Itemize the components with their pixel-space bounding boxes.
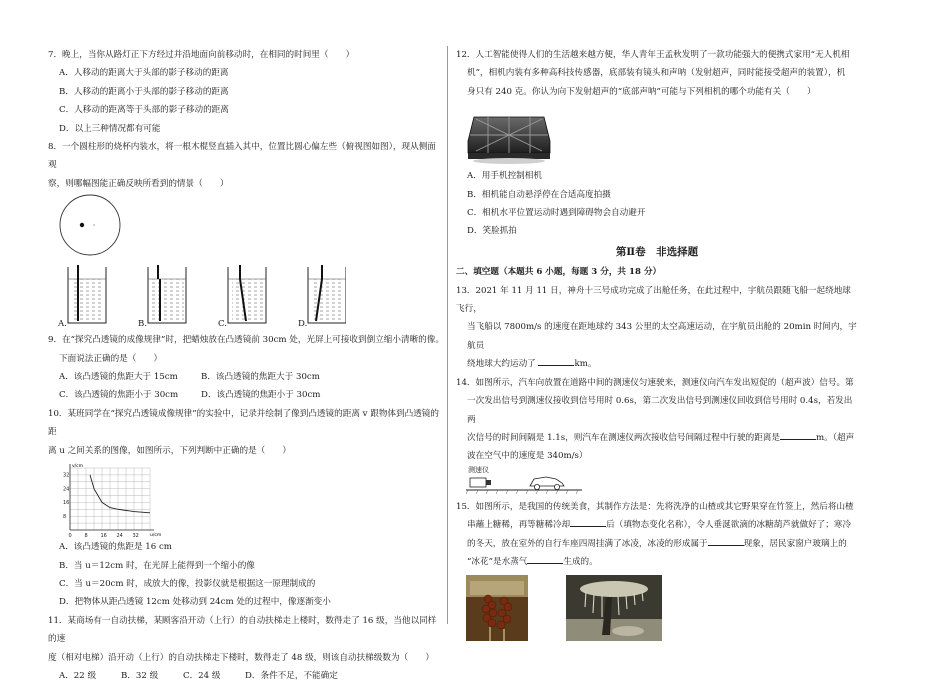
beaker-label-a: A. — [58, 319, 67, 330]
q10-stem-line2: 离 u 之间关系的图像，如图所示，下列判断中正确的是（ ） — [48, 445, 292, 456]
q12-stem-line3: 身只有 240 克。你认为向下发射超声的“底部声呐”可能与下列相机的哪个功能有关（ ） — [467, 86, 816, 97]
q7-option-d: D．以上三种情况都有可能 — [59, 123, 161, 134]
beaker-d — [308, 265, 346, 323]
q15-line1: 15．如图所示，是我国的传统美食，其制作方法是：先将洗净的山楂或其它野果穿在竹签上，然后将山楂 — [456, 501, 854, 512]
q13-answer-blank[interactable] — [538, 355, 574, 366]
q10-stem-line1: 10．某班同学在“探究凸透镜成像规律”的实验中，记录并绘制了像到凸透镜的距离 v 跟物体到凸透镜的距 — [48, 408, 439, 438]
q9-stem-line2: 下面说法正确的是（ ） — [59, 353, 163, 364]
q12-stem-line1: 12．人工智能使得人们的生活越来越方便，华人青年王孟秋发明了一款功能强大的便携式家用“无人机相 — [456, 50, 850, 60]
q15-line4-text: “冰花”是水蒸气 — [467, 556, 528, 567]
q15-line2 — [467, 516, 858, 534]
column-divider — [447, 46, 448, 624]
beaker-b — [148, 265, 186, 323]
q15-line3-tail: 现象，居民家窗户玻璃上的 — [743, 538, 847, 549]
q15-blank-2[interactable] — [708, 535, 744, 546]
q7-option-c: C．人移动的距离等于头部的影子移动的距离 — [59, 105, 229, 116]
speed-detector-figure — [456, 466, 858, 498]
q7-stem: 7．晚上，当你从路灯正下方经过并沿地面向前移动时，在相同的时间里（ ） — [48, 50, 355, 60]
q15-blank-1[interactable] — [570, 516, 606, 527]
q14-line3-text: 次信号的时间间隔是 1.1s，则汽车在测速仪两次接收信号间隔过程中行驶的距离是 — [467, 432, 780, 443]
q14-line3 — [467, 429, 858, 447]
q9-options-row1 — [59, 368, 444, 386]
q14-line2: 一次发出信号到测速仪接收到信号用时 0.6s，第二次发出信号到测速仪回收到信号用时 0.4s，若发出两 — [467, 396, 853, 425]
uv-graph-svg — [56, 460, 166, 538]
q8-stem-line2: 察，则哪幅图能正确反映所看到的情景（ ） — [48, 178, 229, 189]
part2-heading: 二、填空题（本题共 6 小题，每题 3 分，共 18 分） — [456, 267, 662, 278]
beaker-label-b: B. — [138, 319, 148, 330]
q12-option-d: D．笑脸抓拍 — [467, 226, 517, 237]
q11-options-row — [59, 667, 444, 685]
q9-option-d: D．该凸透镜的焦距小于 30cm — [201, 390, 321, 401]
q15-photos — [456, 575, 858, 647]
q9-option-b: B．该凸透镜的焦距大于 30cm — [201, 372, 320, 383]
q13-line3-text: 绕地球大约运动了 — [467, 359, 539, 370]
q10-option-d: D．把物体从距凸透镜 12cm 处移动到 24cm 处的过程中，像逐渐变小 — [59, 597, 331, 608]
q13-line1: 13．2021 年 11 月 11 日，神舟十三号成功完成了出舱任务，在此过程中，宇航员跟随飞船一起绕地球飞行， — [456, 285, 851, 315]
x-tick-label: 0 — [68, 533, 72, 539]
q11-stem-line2: 度（相对电梯）沿开动（上行）的自动扶梯走下楼时，数得走了 48 级，则该自动扶梯级数为（ ） — [48, 652, 434, 663]
y-axis-label: v/cm — [72, 464, 84, 470]
q8-stem-line1: 8．一个圆柱形的烧杯内装水，将一根木棍竖直插入其中，位置比圆心偏左些（俯视图如图），现从侧面观 — [48, 142, 436, 171]
q12-option-c: C．相机水平位置运动时遇到障碍物会自动避开 — [467, 208, 646, 219]
section-title: 第Ⅱ卷 非选择题 — [615, 245, 699, 258]
y-tick-label: 32 — [63, 472, 70, 479]
q8-top-view-figure — [48, 193, 444, 261]
uv-curve — [90, 475, 150, 513]
speed-detector-label: 测速仪 — [468, 465, 489, 474]
beaker-a — [68, 265, 106, 323]
drone-camera-image — [456, 103, 858, 167]
q11-option-a: A．22 级 — [59, 670, 97, 681]
q11-stem-line1: 11．某商场有一自动扶梯，某顾客沿开动（上行）的自动扶梯走上楼时，数得走了 16 级，当他以同样的速 — [48, 615, 437, 645]
q14-answer-blank[interactable] — [780, 429, 816, 440]
beaker-label-c: C. — [218, 319, 228, 330]
q10-option-a: A．该凸透镜的焦距是 16 cm — [59, 542, 172, 553]
q7-option-b: B．人移动的距离小于头部的影子移动的距离 — [59, 86, 229, 97]
q9-stem-line1: 9．在“探究凸透镜的成像规律”时，把蜡烛放在凸透镜前 30cm 处，光屏上可接收到倒立缩小清晰的像。 — [48, 335, 444, 346]
q13-line3-unit: km。 — [574, 359, 597, 370]
q11-option-c: C．24 级 — [183, 670, 221, 681]
q9-option-a: A．该凸透镜的焦距大于 15cm — [59, 372, 178, 383]
y-tick-label: 24 — [63, 486, 70, 493]
y-tick-label: 16 — [63, 500, 70, 507]
icicle-bicycle-photo — [566, 575, 662, 641]
q15-line3-text: 的冬天，放在室外的自行车座四周挂满了冰凌，冰凌的形成属于 — [467, 538, 708, 549]
q13-line3 — [467, 355, 858, 373]
left-column — [48, 46, 444, 685]
beaker-c — [228, 265, 266, 323]
q15-blank-3[interactable] — [527, 553, 563, 564]
q9-option-c: C．该凸透镜的焦距小于 30cm — [59, 390, 179, 401]
q15-line4-tail: 生成的。 — [563, 556, 598, 567]
q14-line3-tail: m。（超声 — [816, 432, 855, 443]
q10-option-b: B．当 u＝12cm 时，在光屏上能得到一个缩小的像 — [59, 560, 255, 571]
q14-line1: 14．如图所示，汽车向放置在道路中间的测速仪匀速驶来，测速仪向汽车发出短促的（超声波）信号。第 — [456, 377, 854, 388]
tanghulu-photo — [466, 575, 528, 641]
q12-option-a: A．用手机控制相机 — [467, 171, 542, 182]
right-column — [456, 46, 858, 647]
x-tick-label: 24 — [116, 533, 123, 539]
q7-option-a: A．人移动的距离大于头部的影子移动的距离 — [59, 68, 229, 79]
beaker-label-d: D. — [298, 319, 308, 330]
q10-graph — [48, 460, 444, 538]
q10-option-c: C．当 u＝20cm 时，成放大的像，投影仪就是根据这一原理制成的 — [59, 578, 316, 589]
y-tick-label: 8 — [63, 514, 67, 521]
x-tick-label: 8 — [84, 533, 88, 539]
q15-line3 — [467, 535, 858, 553]
x-tick-label: 16 — [100, 533, 107, 539]
q13-line2: 当飞船以 7800m/s 的速度在距地球约 343 公里的太空高速运动，在宇航员出舱的 20min 时间内，宇航员 — [467, 322, 857, 351]
q11-option-b: B．32 级 — [121, 670, 159, 681]
q8-beaker-options — [48, 265, 444, 331]
q12-option-b: B．相机能自动悬浮停在合适高度拍摄 — [467, 189, 611, 200]
q15-line2-text: 串蘸上糖稀，再等糖稀冷却 — [467, 520, 571, 531]
x-tick-label: 32 — [132, 533, 139, 539]
q15-line2-tail: 后（填物态变化名称），令人垂涎欲滴的冰糖葫芦就做好了；寒冷 — [606, 520, 852, 531]
q9-options-row2 — [59, 386, 444, 404]
x-axis-label: u/cm — [150, 533, 162, 539]
q15-line4 — [467, 553, 858, 571]
q12-stem-line2: 机”，相机内装有多种高科技传感器，底部装有镜头和声呐（发射超声，同时能接受超声的装置），机 — [467, 68, 846, 79]
q14-line4: 波在空气中的速度是 340m/s） — [467, 451, 588, 462]
q11-option-d: D．条件不足，不能确定 — [245, 670, 338, 681]
